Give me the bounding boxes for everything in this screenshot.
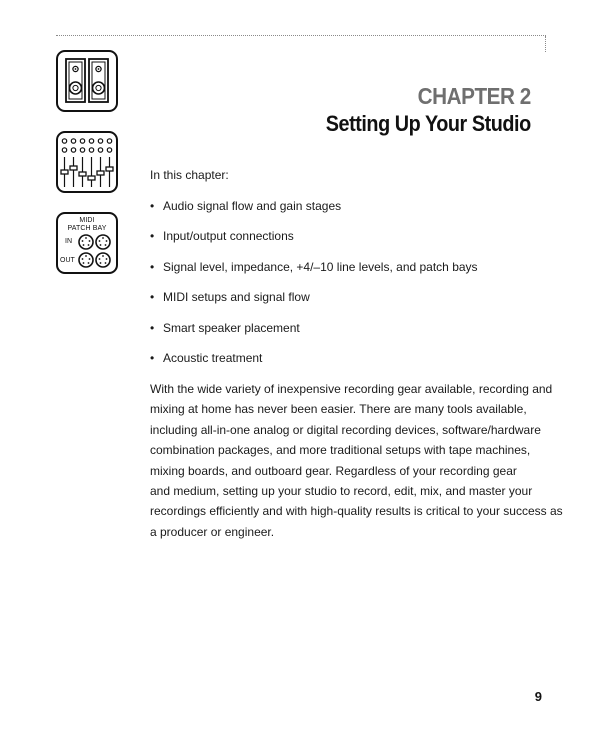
paragraph-line: a producer or engineer. [150,524,275,539]
paragraph-line: recordings efficiently and with high-quality results is critical to your success as [150,504,563,519]
paragraph-line: mixing at home has never been easier. There are many tools available, [150,402,527,417]
patchbay-title-line2: PATCH BAY [67,225,107,232]
body-paragraph [150,379,563,542]
paragraph-line: mixing boards, and outboard gear. Regardless of your recording gear [150,463,517,478]
speakers-icon [56,50,118,112]
paragraph-line: With the wide variety of inexpensive recording gear available, recording and [150,382,553,396]
topic-item: • MIDI setups and signal flow [150,289,478,319]
topic-item: • Signal level, impedance, +4/–10 line levels, and patch bays [150,259,478,289]
patchbay-in-label: IN [65,238,72,245]
patchbay-out-label: OUT [60,257,75,264]
chapter-label: CHAPTER 2 [417,83,531,109]
paragraph-line: combination packages, and more traditional setups with tape machines, [150,443,531,458]
side-dotted-rule [545,36,546,52]
topic-item: • Audio signal flow and gain stages [150,198,478,228]
mixer-faders-icon [56,131,118,193]
paragraph-line: and medium, setting up your studio to record, edit, mix, and master your [150,484,533,499]
topic-item: • Acoustic treatment [150,350,478,380]
midi-patch-bay-icon [56,212,118,274]
chapter-intro: In this chapter: [150,168,229,182]
topic-item: • Input/output connections [150,228,478,258]
paragraph-line: including all-in-one analog or digital recording devices, software/hardware [150,422,541,437]
chapter-title: Setting Up Your Studio [326,111,531,136]
topic-item: • Smart speaker placement [150,320,478,350]
top-dotted-rule [56,35,546,36]
page-number: 9 [534,689,542,704]
chapter-topics-list [150,198,478,380]
patchbay-title-line1: MIDI [79,217,95,224]
